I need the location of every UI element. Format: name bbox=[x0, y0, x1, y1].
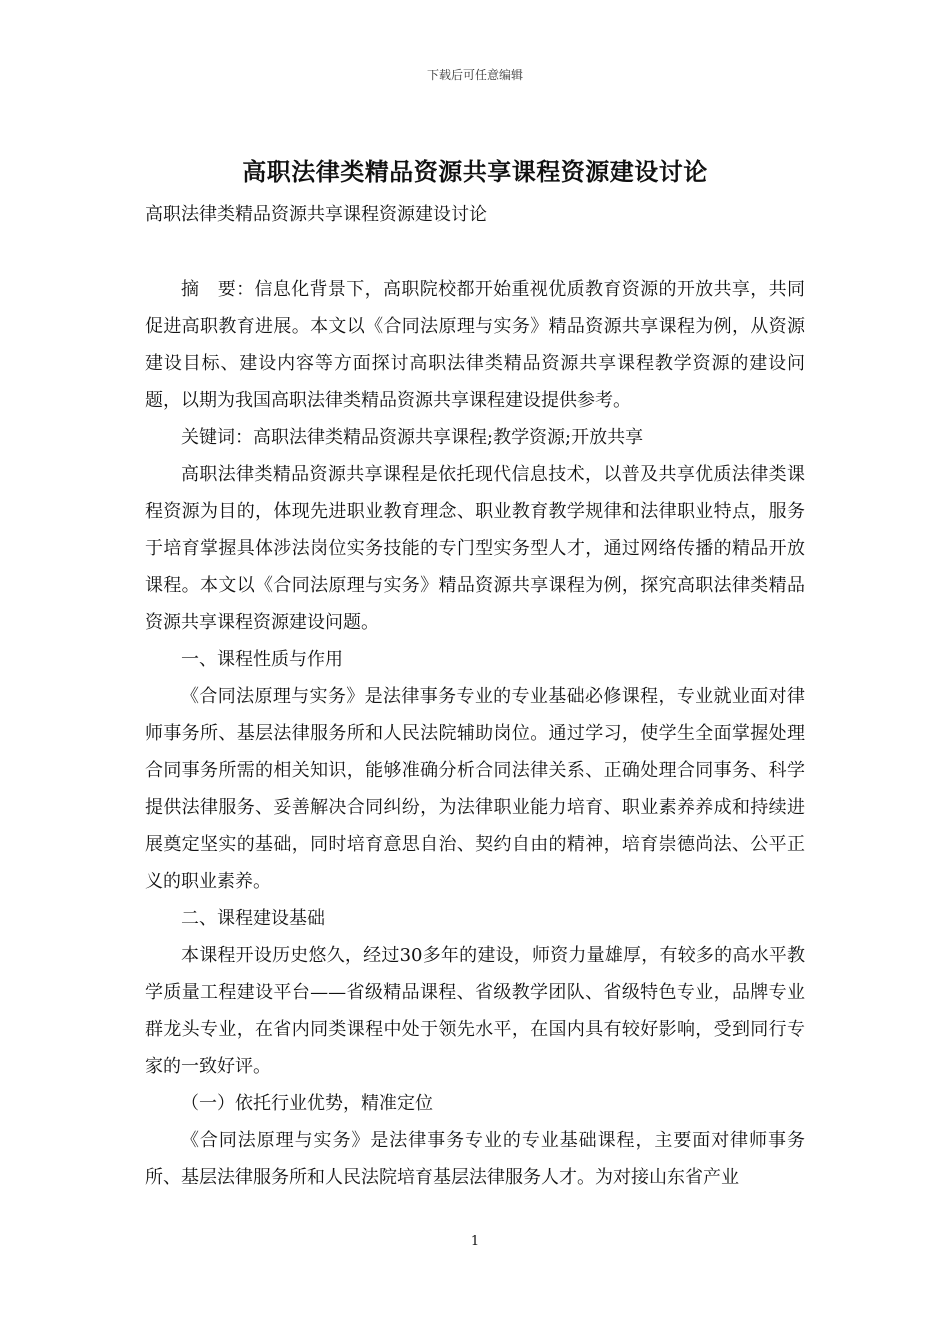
document-subtitle: 高职法律类精品资源共享课程资源建设讨论 bbox=[145, 204, 487, 225]
subsection-heading-1: （一）依托行业优势，精准定位 bbox=[181, 1093, 433, 1114]
abstract-paragraph: 摘 要：信息化背景下，高职院校都开始重视优质教育资源的开放共享，共同促进高职教育进展。本文以《合同法原理与实务》精品资源共享课程为例，从资源建设目标、建设内容等方面探讨高职法律类精品资源共享课程教学资源的建设问题，以期为我国高职法律类精品资源共享课程建设提供参考。 bbox=[145, 279, 805, 411]
document-body bbox=[145, 271, 805, 1196]
subsection-1-paragraph: 《合同法原理与实务》是法律事务专业的专业基础课程，主要面对律师事务所、基层法律服务所和人民法院培育基层法律服务人才。为对接山东省产业 bbox=[145, 1130, 805, 1188]
page-header-note: 下载后可任意编辑 bbox=[426, 68, 523, 82]
intro-paragraph: 高职法律类精品资源共享课程是依托现代信息技术，以普及共享优质法律类课程资源为目的，体现先进职业教育理念、职业教育教学规律和法律职业特点，服务于培育掌握具体涉法岗位实务技能的专门型实务型人才，通过网络传播的精品开放课程。本文以《合同法原理与实务》精品资源共享课程为例，探究高职法律类精品资源共享课程资源建设问题。 bbox=[145, 464, 805, 633]
document-title: 高职法律类精品资源共享课程资源建设讨论 bbox=[242, 157, 708, 186]
section-heading-2: 二、课程建设基础 bbox=[181, 908, 325, 929]
section-heading-1: 一、课程性质与作用 bbox=[181, 649, 343, 670]
keywords-paragraph: 关键词：高职法律类精品资源共享课程;教学资源;开放共享 bbox=[181, 427, 644, 448]
section-1-paragraph: 《合同法原理与实务》是法律事务专业的专业基础必修课程，专业就业面对律师事务所、基层法律服务所和人民法院辅助岗位。通过学习，使学生全面掌握处理合同事务所需的相关知识，能够准确分析合同法律关系、正确处理合同事务、科学提供法律服务、妥善解决合同纠纷，为法律职业能力培育、职业素养养成和持续进展奠定坚实的基础，同时培育意思自治、契约自由的精神，培育崇德尚法、公平正义的职业素养。 bbox=[145, 686, 805, 892]
page-number: 1 bbox=[470, 1234, 480, 1249]
section-2-paragraph: 本课程开设历史悠久，经过30多年的建设，师资力量雄厚，有较多的高水平教学质量工程建设平台——省级精品课程、省级教学团队、省级特色专业，品牌专业群龙头专业，在省内同类课程中处于领先水平，在国内具有较好影响，受到同行专家的一致好评。 bbox=[145, 945, 805, 1077]
